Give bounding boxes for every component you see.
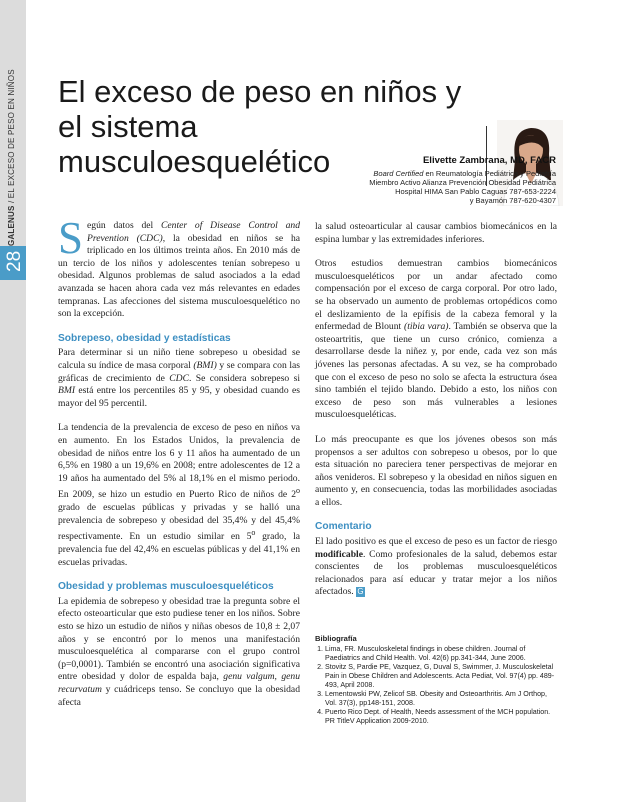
author-block — [369, 155, 556, 205]
end-mark-logo: G — [357, 587, 364, 597]
section-heading-comentario: Comentario — [315, 521, 372, 533]
paragraph-estudios — [315, 258, 557, 422]
header-separator: / — [7, 198, 16, 206]
text: . También se observa que la osteoartritis, que tiene un curso crónico, comienza a desarrollarse desde la niñez y, por ende, cada vez son más jóvenes las personas afectadas. A su vez, se ha comprobado que con el exceso de peso no solo se afecta la estructura ósea sino también el tejido blando. Debido a esto, los niños con exceso de peso son más vulnerables a lesiones musculoesqueléticas. — [315, 321, 557, 421]
section-heading-obesidad: Obesidad y problemas musculoesqueléticos — [58, 581, 274, 593]
intro-text-2: , la obesidad en niños se ha triplicado en los últimos treinta años. En 2010 más de un tercio de los niños y adolescentes tenían sobrepeso u obesidad. Algunos problemas de salud asociados a la edad avanzada se hacen ahora cada vez más relevantes en edades tempranas. Las afecciones del sistema musculoesquelético no son la excepción. — [58, 232, 300, 320]
author-phone: y Bayamón 787-620-4307 — [469, 196, 556, 205]
text: La epidemia de sobrepeso y obesidad trae la pregunta sobre el efecto osteoarticular que esto pudiese tener en los niños. Sobre esto se hizo un estudio de niños y niñas obesos de 10,8 ± 2,07 años y se encontró por lo menos una manifestación musculoesquelética al compararse con el grupo control (p=0,0001). También se encontró una asociación significativa entre obesidad y dolor de espalda baja, — [58, 595, 300, 683]
text: y se compara con las gráficas de crecimiento de — [58, 359, 300, 384]
text: y cuádriceps tenso. Se concluyo que la obesidad afecta — [58, 683, 300, 708]
author-membership: Miembro Activo Alianza Prevención Obesidad Pediátrica — [369, 178, 556, 187]
header-section: EL EXCESO DE PESO EN NIÑOS — [7, 69, 16, 199]
column-right — [315, 221, 557, 611]
text-bold: modificable — [315, 548, 363, 560]
author-hospital: Hospital HIMA San Pablo Caguas 787-653-2224 — [395, 187, 556, 196]
bibliography-item: 2. Stovitz S, Pardie PE, Vazquez, G, Duval S, Swimmer, J. Musculoskeletal Pain in Obese Children and Adolescents. Acta Pediat, Vol. 97(4) pp. 489-493, April 2008. — [325, 663, 560, 690]
text-em: (BMI) — [193, 359, 217, 371]
text: El lado positivo es que el exceso de peso es un factor de riesgo — [315, 536, 557, 548]
text: Para determinar si un niño tiene sobrepeso u obesidad se calcula su índice de masa corporal — [58, 347, 300, 371]
superscript: o — [251, 528, 256, 538]
paragraph-epidemia — [58, 596, 300, 709]
credential-specialty: en Reumatología Pediátrica y Pediatría — [423, 169, 556, 178]
bibliography-item: 1. Lima, FR. Musculoskeletal findings in obese children. Journal of Paediatrics and Child Health. Vol. 42(6) pp.341-344, June 2006. — [325, 645, 560, 663]
bibliography — [315, 634, 560, 726]
running-header — [7, 69, 16, 246]
text-em: (tibia vara) — [404, 321, 449, 333]
text: Otros estudios demuestran cambios biomecánicos musculoesqueléticos por un andar afectado como compensación por el exceso de carga corporal. Por otro lado, se ha observado un aumento de problemas ortopédicos como el deslizamiento de la epífisis de la cabeza femoral y la enfermedad de Blount — [315, 258, 557, 333]
intro-cdc: Center of Disease Control and Prevention (CDC) — [87, 220, 300, 244]
intro-text: egún datos del — [87, 220, 162, 231]
column-left — [58, 213, 300, 721]
paragraph-tendencia — [58, 422, 300, 569]
paragraph-salud: la salud osteoarticular al causar cambios biomecánicos en la espina lumbar y las extremidades inferiores. — [315, 221, 557, 245]
magazine-name: GALENUS — [7, 205, 16, 246]
paragraph-comentario — [315, 536, 557, 599]
author-name: Elivette Zambrana, MD, FACR — [422, 155, 556, 166]
text: grado, la prevalencia fue del 42,4% en escuelas públicas y del 41,1% en escuelas privadas. — [58, 531, 300, 568]
section-heading-sobrepeso: Sobrepeso, obesidad y estadísticas — [58, 332, 231, 344]
text: grado de escuelas públicas y privadas y se halló una prevalencia de sobrepeso y obesidad del 35,4% y del 45,4% respectivamente. En un estudio similar en 5 — [58, 502, 300, 543]
text: está entre los percentiles 85 y 95, y obesidad cuando es mayor del 95 percentil. — [58, 385, 300, 409]
text-em: genu valgum, genu recurvatum — [58, 671, 300, 695]
superscript: o — [296, 486, 300, 496]
author-credential — [369, 169, 556, 178]
paragraph-preocupante: Lo más preocupante es que los jóvenes obesos son más propensos a ser adultos con sobrepeso u obesos, por lo que esta situación no pareciera tener perspectivas de mejorar en años venideros. El sobrepeso y la obesidad en niños siguen en aumento y, en consecuencia, todas las morbilidades asociadas a ellos. — [315, 433, 557, 508]
page-number: 28 — [4, 250, 25, 272]
paragraph-bmi — [58, 347, 300, 410]
text-em: CDC — [169, 372, 189, 384]
text: . Se considera sobrepeso si — [188, 372, 300, 384]
article-title: El exceso de peso en niños y el sistema musculoesquelético — [58, 74, 462, 179]
board-certified: Board Certified — [373, 169, 424, 178]
bibliography-item: 3. Lementowski PW, Zelicof SB. Obesity and Osteoarthritis. Am J Orthop, Vol. 37(3), pp148-151, 2008. — [325, 690, 560, 708]
bibliography-title: Bibliografía — [315, 634, 357, 643]
text-em: BMI — [58, 385, 76, 397]
text: La tendencia de la prevalencia de exceso de peso en niños va en aumento. En los Estados Unidos, la prevalencia de obesidad de niños entre los 6 y 11 años ha aumentado de un 6,5% en 1980 a un 19,6% en 2008; entre adolescentes de 12 a 19 años ha aumentado del 5% al 18,1% en el mismo periodo. En 2009, se hizo un estudio en Puerto Rico de niños de 2 — [58, 422, 300, 501]
drop-cap: S — [58, 213, 84, 263]
bibliography-item: 4. Puerto Rico Dept. of Health, Needs assessment of the MCH population. PR TitleV Application 2009-2010. — [325, 708, 560, 726]
text: . Como profesionales de la salud, debemos estar conscientes de los problemas musculoesqueléticos relacionados para así educar y tratar mejor a los niños afectados. — [315, 548, 557, 598]
bibliography-list — [315, 645, 560, 726]
intro-paragraph — [58, 213, 300, 321]
